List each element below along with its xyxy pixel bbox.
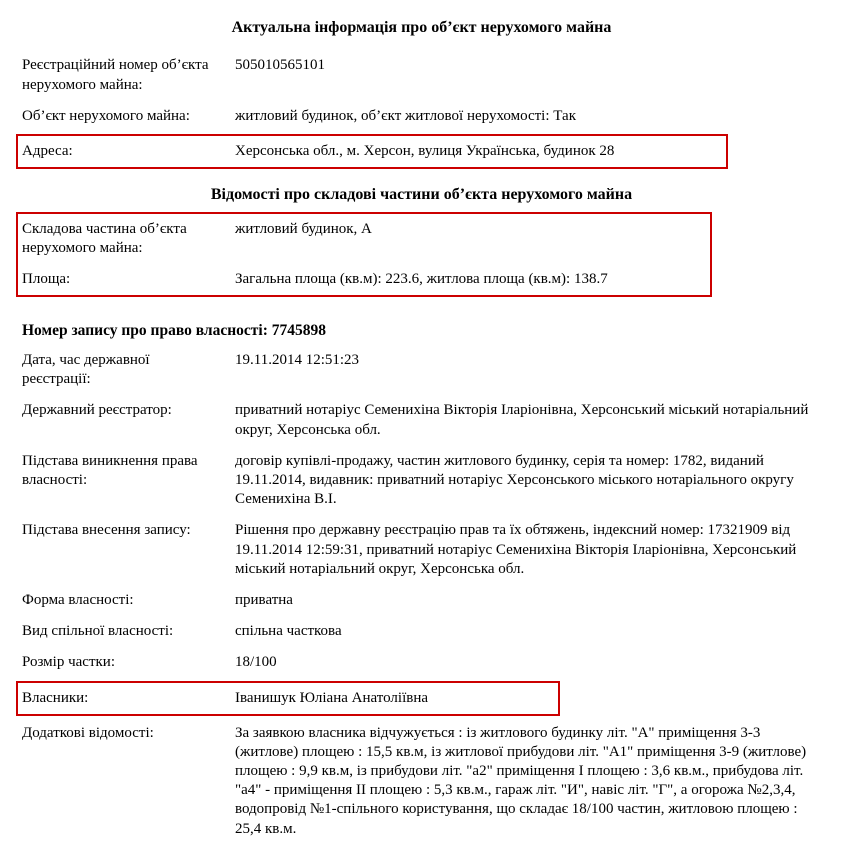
highlight-box-address bbox=[16, 134, 728, 169]
field-label: Державний реєстратор: bbox=[22, 402, 172, 419]
field-row-registrar bbox=[0, 395, 843, 445]
field-value: житловий будинок, об’єкт житлової нерухомості: Так bbox=[235, 107, 576, 124]
field-label: Адреса: bbox=[22, 143, 73, 160]
field-value: житловий будинок, А bbox=[235, 220, 372, 237]
field-row-share-size bbox=[0, 647, 843, 678]
highlight-box-owners bbox=[16, 681, 560, 716]
field-row-common-ownership-type bbox=[0, 616, 843, 647]
field-value: 19.11.2014 12:51:23 bbox=[235, 352, 360, 369]
field-row-object bbox=[0, 101, 843, 132]
field-label: Розмір частки: bbox=[22, 654, 115, 671]
field-label: Додаткові відомості: bbox=[22, 724, 154, 741]
field-label: Власники: bbox=[22, 689, 89, 706]
field-value: Іванишук Юліана Анатоліївна bbox=[235, 689, 429, 706]
section-title-components: Відомості про складові частини об’єкта нерухомого майна bbox=[210, 186, 633, 204]
field-label: Складова частина об’єкта нерухомого майна: bbox=[22, 220, 187, 256]
field-value: приватна bbox=[235, 591, 293, 608]
field-row-ownership-form bbox=[0, 585, 843, 616]
field-value: Херсонська обл., м. Херсон, вулиця Українська, будинок 28 bbox=[235, 143, 615, 160]
field-row-reg-number bbox=[0, 50, 843, 100]
field-label: Вид спільної власності: bbox=[22, 623, 174, 640]
field-row-area bbox=[18, 264, 710, 295]
field-row-owners bbox=[18, 683, 558, 714]
field-value: 18/100 bbox=[235, 654, 277, 671]
field-label: Підстава внесення запису: bbox=[22, 522, 191, 539]
section-title-ownership-record: Номер запису про право власності: 7745898 bbox=[22, 322, 327, 340]
field-value: 505010565101 bbox=[235, 57, 325, 74]
document-title: Актуальна інформація про об’єкт нерухомого майна bbox=[231, 19, 612, 36]
field-row-entry-basis bbox=[0, 515, 843, 585]
field-label: Підстава виникнення права власності: bbox=[22, 452, 198, 489]
field-row-additional-info bbox=[0, 718, 843, 845]
field-row-component bbox=[18, 214, 710, 264]
field-value: Рішення про державну реєстрацію прав та їх обтяжень, індексний номер: 17321909 від 19.11.2014 12:59:31, приватний нотаріус Семенихіна Вікторія Іларіонівна, Херсонський міський нотаріальний округ, Херсонська обл. bbox=[235, 522, 797, 577]
field-label: Реєстраційний номер об’єкта нерухомого майна: bbox=[22, 57, 209, 93]
field-label: Об’єкт нерухомого майна: bbox=[22, 107, 190, 124]
field-row-reg-datetime bbox=[0, 345, 843, 395]
field-row-ownership-basis bbox=[0, 446, 843, 516]
field-row-address bbox=[18, 136, 726, 167]
field-label: Форма власності: bbox=[22, 591, 134, 608]
field-label: Площа: bbox=[22, 271, 71, 288]
field-value: договір купівлі-продажу, частин житлового будинку, серія та номер: 1782, виданий 19.11.2014, видавник: приватний нотаріус Херсонського міського нотаріального округу Семенихіна В.І. bbox=[235, 452, 794, 508]
field-label: Дата, час державної реєстрації: bbox=[22, 352, 150, 388]
field-value: приватний нотаріус Семенихіна Вікторія Іларіонівна, Херсонський міський нотаріальний округ, Херсонська обл. bbox=[235, 402, 809, 438]
field-value: За заявкою власника відчужується : із житлового будинку літ. "А" приміщення 3-3 (житлове) площею : 15,5 кв.м, із житлової прибудови літ. "А1" приміщення 3-9 (житлове) площею : 9,9 кв.м, із прибудови літ. "а2" приміщення І площею : 3,6 кв.м., прибудова літ. "а4" - приміщення ІІ площею : 5,3 кв.м., гараж літ. "И", навіс літ. "Г", а огорожа №2,3,4, водопровід №1-спільного користування, що складає 18/100 частин, житловою площею : 25,4 кв.м. bbox=[235, 724, 807, 837]
field-value: Загальна площа (кв.м): 223.6, житлова площа (кв.м): 138.7 bbox=[235, 271, 608, 288]
field-value: спільна часткова bbox=[235, 623, 342, 640]
highlight-box-components bbox=[16, 212, 712, 298]
